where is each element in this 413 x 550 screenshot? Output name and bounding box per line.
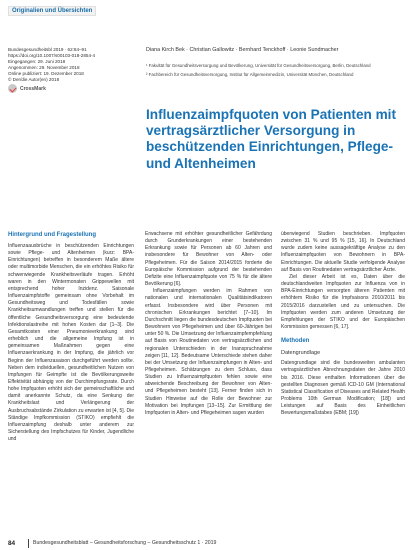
crossmark-label: CrossMark xyxy=(20,85,46,92)
citation-line: Bundesgesundheitsbl 2019 · 62:84–91 xyxy=(8,47,87,52)
body-paragraph: Influenzaimpfungen werden im Rahmen von nationalen und internationalen Qualitätsindikatoren erfasst. Insbesondere wird über Personen mit chronischen Erkrankungen berichtet [7–10]. Im Durchschnitt liegen die bundesdeutschen Impfquoten bei Bewohnern von Pflegeheimen und über 60-Jährigen bei unter 50 %. Die Umsetzung der Influenzaimpfempfehlung auf Basis von Routinedaten von vertragsärztlichen und regionalen Unterschieden in der Inanspruchnahme zeigen [11, 12]. Bedeutsame Unterschiede stehen daher bei der Umsetzung der Influenzaimpfungen in Alten- und Pflegeheimen. Schätzungen zu dem Schluss, dass Studien zu Influenzaimpfquoten fehlen sowie eine abweichende Beschreibung der Bewohner von Alten- und Pflegeheimen besteht [13]. Ferner finden sich in Studien Hinweise auf die Rolle der Bewohner zur Motivation bei Impfungen [13–15]. Zur Ermittlung der Impfquoten in Alten- und Pflegeheimen sagen wurden xyxy=(145,288,273,416)
section-tag: Originalien und Übersichten xyxy=(8,6,96,16)
section-heading-methods: Methoden xyxy=(281,338,310,345)
journal-name: Bundesgesundheitsblatt – Gesundheitsforschung – Gesundheitsschutz 1 · 2019 xyxy=(33,540,217,546)
affiliation-2: ² Fachbereich für Gesundheitsversorgung, Institut für Allgemeinmedizin, Universität München, Deutschland xyxy=(146,71,354,77)
body-paragraph: Datengrundlage sind die bundesweiten ambulanten vertragsärztlichen Abrechnungsdaten der Jahre 2010 bis 2016. Diese enthalten Informationen über die gestellten Diagnosen gemäß ICD-10 GM (International Statistical Classification of Diseases and Related Health Problems 10th German Modification; [18]) und Leistungen auf Basis des Einheitlichen Bewertungsmaßstabes (EBM; [19]) xyxy=(281,360,405,417)
body-paragraph: Erwachsene mit erhöhter gesundheitlicher Gefährdung durch Grunderkrankungen einer bestehenden Erkrankung sowie für Personen ab 60 Jahren und insbesondere für Bewohner von Alten- oder Pflegeheimen. Für die Saison 2014/2015 forderte die Europäische Kommission aufgrund der bestehenden Defizite eine Influenzaimpfquote von 75 % für die ältere Bevölkerung [6]. xyxy=(145,231,272,288)
affiliations xyxy=(146,63,404,80)
author-list: Diana Kirch Bek · Christian Gallowitz · Bernhard Tenckhoff · Leonie Sundmacher xyxy=(146,47,339,53)
affiliation-1: ¹ Fakultät für Gesundheitsversorgung und Bevölkerung, Universität für Gesundheitsversorgung, Berlin, Deutschland xyxy=(146,63,371,68)
body-paragraph: Influenzaausbrüche in beschützenden Einrichtungen sowie Pflege- und Altenheimen (kurz: BPA-Einrichtungen) betreffen in besonderem Maße ältere oder multimorbide Menschen, die ein erhöhtes Risiko für schwerwiegende Krankheitsverläufe tragen. Erhöht waren in den Wintermonaten Grippewellen mit entsprechend hoher Inzidenz. Saisonale Influenzaimpfstoffe gemeinsam ohne Vorbehalt im Gesundheitsweg und Todesfällen sowie Krankheitsumwandlungen treffen und stellen für die öffentliche Gesundheitsversorgung eine bedeutende Infektionslastreihe mit hohen Kosten dar [1–3]. Die Gesamtkosten einer Pneumonieerkrankung sind erheblich und die allgemeine Impfung ist in gemeinsamen Maßnahmen gegen eine Influenzaerkrankung in der Impfung, die jährlich vor Beginn der Influenzasaison durchgeführt werden sollte. Neben dem individuellen, gesundheitlichen Nutzen von Impfungen für Geimpfte ist die Bevölkerungsweite Effektivität abhängig von der Durchimpfungsrate. Durch hohe Impfquoten erhöht sich der gemeinschaftliche und damit anerkannte Schutz, da eine Senkung der Krankheitslast und Verlängerung der Ausbruchsabstände Zirkulation zu erwarten ist [4, 5]. Die Ständige Impfkommission (STIKO) empfiehlt die Influenzaimpfung deshalb unter anderem zur Sicherstellung des Impfschutzes für Kinder, Jugendliche und xyxy=(8,243,134,443)
crossmark-icon xyxy=(8,84,17,93)
page-footer xyxy=(0,536,413,550)
text-column-2 xyxy=(145,231,272,417)
footer-divider xyxy=(28,539,29,548)
section-heading-background: Hintergrund und Fragestellung xyxy=(8,232,96,238)
text-column-3 xyxy=(281,231,405,417)
article-metadata xyxy=(8,47,128,83)
subsection-heading-data: Datengrundlage xyxy=(281,350,321,357)
body-paragraph: überwiegend Studien beschrieben. Impfquoten zwischen 31 % und 95 % [15, 16]. In Deutschland wurde zudem keine aussagekräftige Analyse zu den Influenzaimpfquoten von Bewohnern in BPA-Einrichtungen. Die aktuelle Studie verfolgende Analyse auf Basis von Routinedaten vertragsärztlicher Ärzte. xyxy=(281,231,405,273)
body-paragraph: Ziel dieser Arbeit ist es, Daten über die deutschlandweiten Impfquoten zur Influenza von in BPA-Einrichtungen versorgten älteren Patienten mit erhöhtem Risiko für die Impfsaisons 2010/2011 bis 2015/2016 darzustellen und zu untersuchen. Die Impfquoten werden zum anderen Umsetzung der Empfehlungen der STIKO und der Europäischen Kommission gemessen [6, 17]. xyxy=(281,273,405,331)
article-title: Influenzaimpfquoten von Patienten mit vertragsärztlicher Versorgung in beschützenden Einrichtungen, Pflege- und Altenheimen xyxy=(146,107,396,171)
text-column-1 xyxy=(8,231,134,443)
page-number: 84 xyxy=(8,539,16,547)
doi-link[interactable]: https://doi.org/10.1007/s00103-018-2854-4 xyxy=(8,53,96,58)
accepted-date: Angenommen: 29. November 2018 xyxy=(8,65,80,70)
copyright-line: © Der/die Autor(en) 2018 xyxy=(8,77,60,82)
published-date: Online publiziert: 19. Dezember 2018 xyxy=(8,71,84,76)
received-date: Eingegangen: 29. Juni 2018 xyxy=(8,59,66,64)
crossmark-badge[interactable] xyxy=(8,84,46,93)
